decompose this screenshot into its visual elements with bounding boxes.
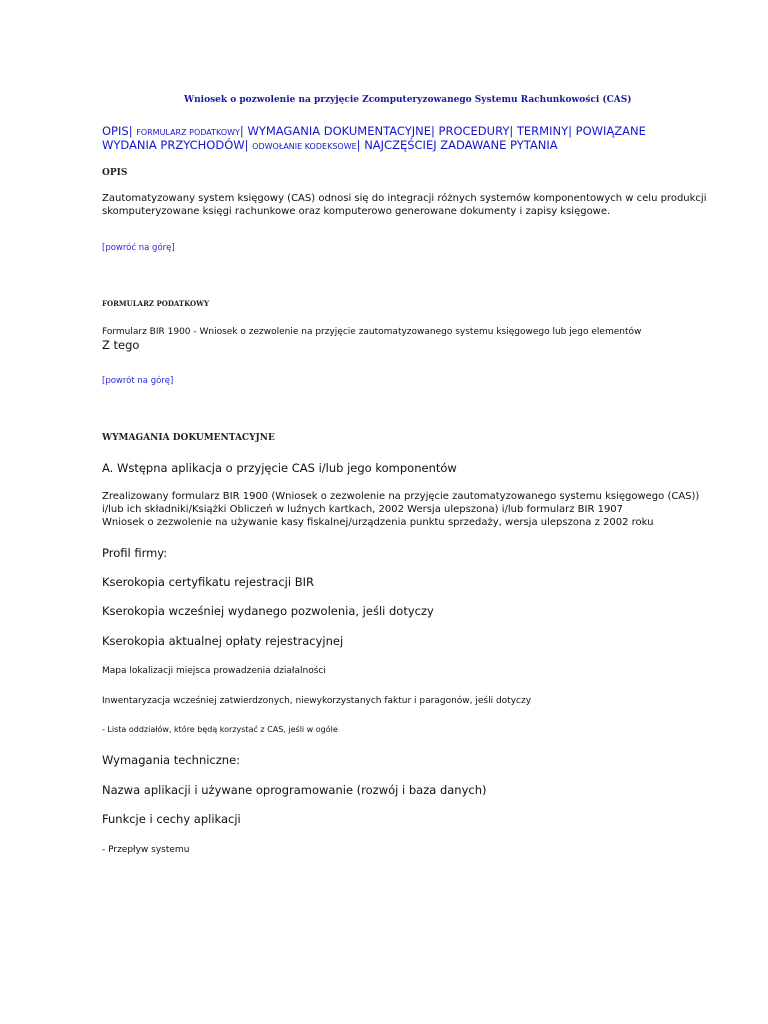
nav-link-formularz[interactable]: FORMULARZ PODATKOWY	[136, 128, 240, 137]
list-item: Mapa lokalizacji miejsca prowadzenia działalności	[102, 666, 326, 676]
opis-text-line-2: skomputeryzowane księgi rachunkowe oraz komputerowo generowane dokumenty i zapisy księgowe.	[102, 206, 611, 217]
formularz-text-line-2: Z tego	[102, 338, 140, 352]
section-heading-wymagania: WYMAGANIA DOKUMENTACYJNE	[102, 433, 275, 443]
list-item: Kserokopia aktualnej opłaty rejestracyjnej	[102, 634, 344, 648]
nav-link-wydania[interactable]: WYDANIA PRZYCHODÓW	[102, 138, 245, 152]
nav-separator: |	[239, 124, 244, 138]
requirement-line-1: Zrealizowany formularz BIR 1900 (Wniosek o zezwolenie na przyjęcie zautomatyzowanego systemu księgowego (CAS))	[102, 491, 700, 502]
list-item: Kserokopia wcześniej wydanego pozwolenia, jeśli dotyczy	[102, 604, 434, 618]
nav-link-opis[interactable]: OPIS	[102, 124, 129, 138]
technical-requirements-label: Wymagania techniczne:	[102, 753, 241, 767]
list-item: - Przepływ systemu	[102, 845, 190, 855]
nav-link-terminy[interactable]: TERMINY	[516, 124, 569, 138]
list-item: Nazwa aplikacji i używane oprogramowanie (rozwój i baza danych)	[102, 783, 487, 797]
nav-separator: |	[509, 124, 514, 138]
nav-separator: |	[356, 138, 361, 152]
nav-link-powiazane[interactable]: POWIĄZANE	[575, 124, 646, 138]
nav-separator: |	[128, 124, 133, 138]
requirement-line-3: Wniosek o zezwolenie na używanie kasy fiskalnej/urządzenia punktu sprzedaży, wersja ulepszona z 2002 roku	[102, 517, 654, 528]
opis-text-line-1: Zautomatyzowany system księgowy (CAS) odnosi się do integracji różnych systemów komponentowych w celu produkcji	[102, 193, 707, 204]
back-to-top-link[interactable]: [powróć na górę]	[102, 243, 175, 253]
page-title: Wniosek o pozwolenie na przyjęcie Zcomputeryzowanego Systemu Rachunkowości (CAS)	[184, 95, 632, 105]
nav-link-pytania[interactable]: NAJCZĘŚCIEJ ZADAWANE PYTANIA	[364, 138, 558, 152]
company-profile-label: Profil firmy:	[102, 546, 168, 560]
nav-separator: |	[244, 138, 249, 152]
list-item: - Lista oddziałów, które będą korzystać z CAS, jeśli w ogóle	[102, 725, 338, 734]
nav-separator: |	[568, 124, 572, 138]
formularz-text-line-1: Formularz BIR 1900 - Wniosek o zezwolenie na przyjęcie zautomatyzowanego systemu księgowego lub jego elementów	[102, 327, 642, 337]
nav-link-procedury[interactable]: PROCEDURY	[438, 124, 510, 138]
nav-separator: |	[431, 124, 435, 138]
nav-link-wymagania[interactable]: WYMAGANIA DOKUMENTACYJNE	[247, 124, 431, 138]
wymagania-subheading-a: A. Wstępna aplikacja o przyjęcie CAS i/lub jego komponentów	[102, 461, 457, 475]
section-heading-formularz: FORMULARZ PODATKOWY	[102, 299, 209, 308]
section-heading-opis: OPIS	[102, 168, 128, 178]
list-item: Inwentaryzacja wcześniej zatwierdzonych, niewykorzystanych faktur i paragonów, jeśli dotyczy	[102, 696, 532, 706]
nav-link-odwolanie[interactable]: ODWOŁANIE KODEKSOWE	[252, 142, 357, 151]
back-to-top-link[interactable]: [powrót na górę]	[102, 376, 174, 386]
nav-line-2	[102, 138, 558, 152]
nav-line-1	[102, 124, 646, 138]
list-item: Funkcje i cechy aplikacji	[102, 812, 241, 826]
list-item: Kserokopia certyfikatu rejestracji BIR	[102, 575, 314, 589]
requirement-line-2: i/lub ich składniki/Książki Obliczeń w luźnych kartkach, 2002 Wersja ulepszona) i/lub formularz BIR 1907	[102, 504, 624, 515]
